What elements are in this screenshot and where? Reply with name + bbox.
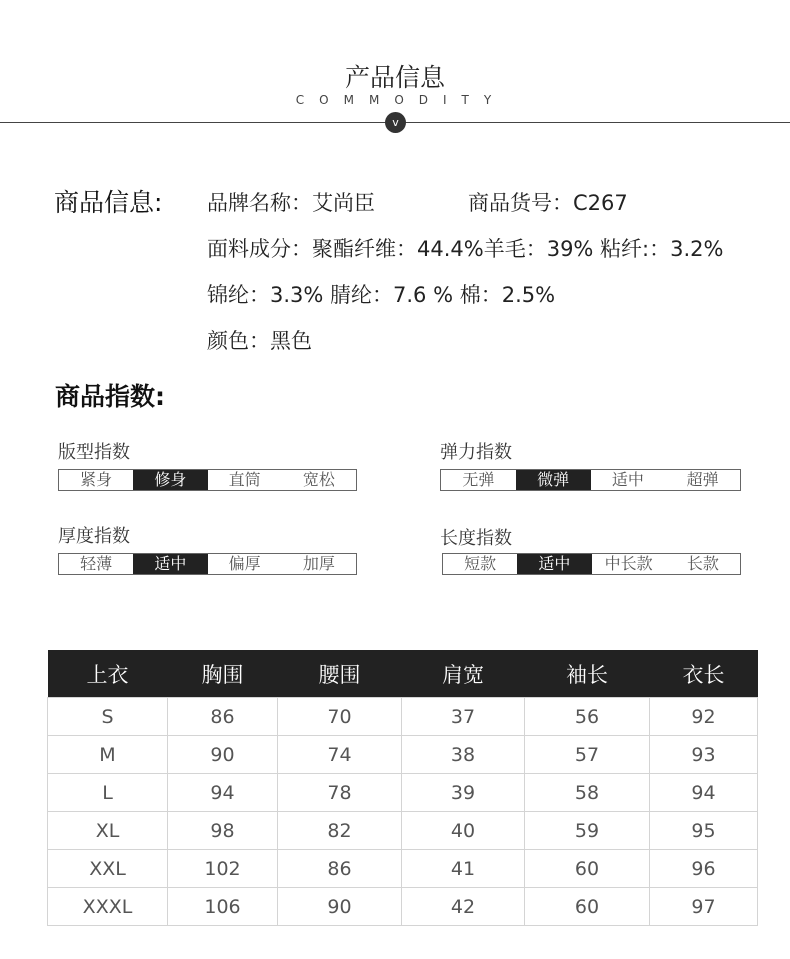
scale-option: 修身	[133, 470, 207, 490]
table-cell: 96	[650, 850, 758, 888]
table-cell: 57	[525, 736, 650, 774]
column-header: 胸围	[168, 650, 278, 698]
page-subtitle: COMMODITY	[295, 93, 507, 107]
scale-length	[442, 553, 741, 575]
table-cell: XXL	[48, 850, 168, 888]
scale-option: 适中	[611, 470, 644, 489]
table-cell: 86	[168, 698, 278, 736]
table-cell: 74	[278, 736, 402, 774]
table-cell: 102	[168, 850, 278, 888]
sku-text: 商品货号：C267	[468, 191, 628, 215]
scale-option: 长款	[686, 554, 719, 573]
scale-option: 轻薄	[80, 554, 113, 573]
index-heading: 商品指数:	[55, 382, 165, 411]
scale-elastic	[440, 469, 741, 491]
table-cell: 37	[402, 698, 525, 736]
table-cell: 98	[168, 812, 278, 850]
fabric-line-2: 锦纶：3.3% 腈纶：7.6 % 棉：2.5%	[207, 283, 556, 307]
table-header-row	[48, 650, 758, 698]
size-table	[47, 650, 758, 926]
table-row	[48, 850, 758, 888]
scale-option: 超弹	[686, 470, 719, 489]
table-cell: 106	[168, 888, 278, 926]
scale-option: 无弹	[462, 470, 495, 489]
table-cell: 93	[650, 736, 758, 774]
table-cell: 38	[402, 736, 525, 774]
column-header: 袖长	[525, 650, 650, 698]
column-header: 衣长	[650, 650, 758, 698]
table-cell: 90	[168, 736, 278, 774]
table-cell: 60	[525, 850, 650, 888]
scale-option: 紧身	[80, 470, 113, 489]
table-cell: L	[48, 774, 168, 812]
brand-text: 品牌名称：艾尚臣	[207, 191, 375, 215]
table-cell: 40	[402, 812, 525, 850]
scale-label-fit: 版型指数	[58, 442, 130, 463]
table-cell: 78	[278, 774, 402, 812]
scale-label-elastic: 弹力指数	[440, 442, 512, 463]
table-cell: 60	[525, 888, 650, 926]
table-cell: 42	[402, 888, 525, 926]
table-row	[48, 812, 758, 850]
scale-option: 短款	[464, 554, 497, 573]
column-header: 肩宽	[402, 650, 525, 698]
scale-option: 直筒	[228, 470, 261, 489]
table-cell: 94	[650, 774, 758, 812]
page-title: 产品信息	[344, 63, 445, 92]
table-cell: 58	[525, 774, 650, 812]
scale-option: 适中	[517, 554, 591, 574]
info-heading: 商品信息:	[54, 188, 163, 217]
scale-option: 加厚	[302, 554, 335, 573]
table-row	[48, 774, 758, 812]
table-cell: 82	[278, 812, 402, 850]
fabric-line-1: 面料成分：聚酯纤维：44.4%羊毛：39% 粘纤:：3.2%	[207, 237, 724, 261]
table-row	[48, 888, 758, 926]
table-cell: S	[48, 698, 168, 736]
table-cell: 56	[525, 698, 650, 736]
column-header: 上衣	[48, 650, 168, 698]
scale-option: 中长款	[604, 554, 653, 573]
scale-label-thickness: 厚度指数	[58, 526, 130, 547]
table-cell: 86	[278, 850, 402, 888]
table-cell: 95	[650, 812, 758, 850]
table-cell: 59	[525, 812, 650, 850]
scale-thickness	[58, 553, 357, 575]
table-cell: 41	[402, 850, 525, 888]
table-row	[48, 736, 758, 774]
color-text: 颜色：黑色	[207, 329, 312, 353]
table-cell: M	[48, 736, 168, 774]
table-cell: 39	[402, 774, 525, 812]
table-cell: 92	[650, 698, 758, 736]
scale-option: 宽松	[302, 470, 335, 489]
scale-fit	[58, 469, 357, 491]
table-cell: XL	[48, 812, 168, 850]
scale-option: 适中	[133, 554, 207, 574]
scale-option: 微弹	[516, 470, 591, 490]
scale-label-length: 长度指数	[440, 528, 512, 549]
scale-option: 偏厚	[228, 554, 261, 573]
chevron-down-icon: v	[385, 112, 406, 133]
table-row	[48, 698, 758, 736]
table-cell: 90	[278, 888, 402, 926]
table-cell: 70	[278, 698, 402, 736]
table-cell: XXXL	[48, 888, 168, 926]
column-header: 腰围	[278, 650, 402, 698]
table-cell: 97	[650, 888, 758, 926]
table-cell: 94	[168, 774, 278, 812]
